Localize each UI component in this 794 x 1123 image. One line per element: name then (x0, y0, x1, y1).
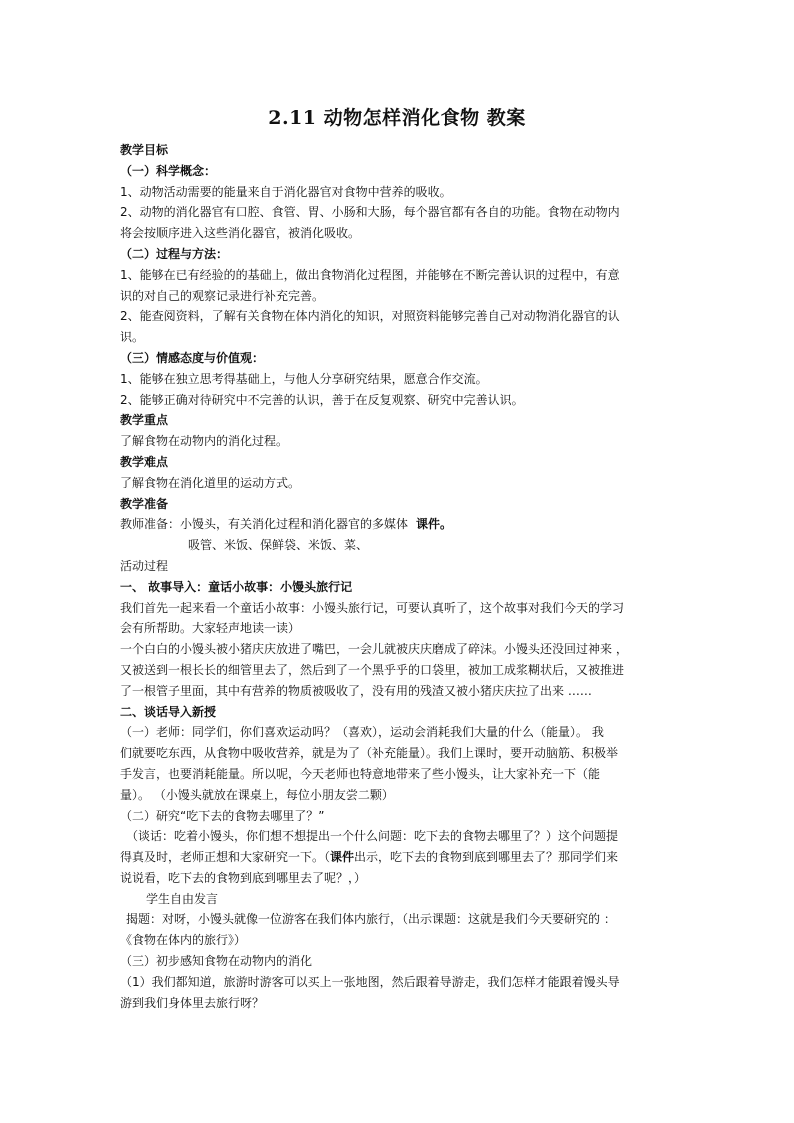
paragraph-line: 量）。 （小馒头就放在课桌上，每位小朋友尝二颗） (120, 787, 394, 802)
heading-new-lesson: 二、谈话导入新授 (120, 704, 217, 719)
subheading-science-concepts: （一）科学概念： (120, 163, 217, 178)
paragraph-line: 手发言，也要消耗能量。所以呢，今天老师也特意地带来了些小馒头，让大家补充一下（能 (120, 766, 601, 781)
paragraph-line: 又被送到一根长长的细管里去了，然后到了一个黑乎乎的口袋里，被加工成浆糊状后，又被推进 (120, 662, 625, 677)
paragraph-line: 说说看，吃下去的食物到底到哪里去了呢？，） (120, 870, 367, 885)
heading-key-points: 教学重点 (120, 413, 169, 428)
paragraph-line: 学生自由发言 (146, 891, 219, 906)
paragraph-line: 1、能够在独立思考得基础上，与他人分享研究结果，愿意合作交流。 (120, 371, 488, 386)
heading-teaching-goals: 教学目标 (120, 143, 169, 157)
paragraph-line: 会有所帮助。大家轻声地读一读） (120, 621, 301, 636)
paragraph-line: （谈话：吃着小馒头，你们想不想提出一个什么问题：吃下去的食物去哪里了？）这个问题提 (126, 829, 619, 844)
paragraph-line: （二）研究“吃下去的食物去哪里了？” (120, 808, 325, 823)
heading-story-intro: 一、 故事导入：童话小故事：小馒头旅行记 (120, 579, 353, 594)
heading-preparation: 教学准备 (120, 496, 169, 511)
paragraph-line: 识的对自己的观察记录进行补充完善。 (120, 288, 325, 303)
paragraph-text: 得真及时，老师正想和大家研究一下。（ (120, 850, 331, 865)
teacher-preparation-text: 教师准备：小馒头，有关消化过程和消化器官的多媒体 (120, 517, 409, 532)
paragraph-line: 2、能够正确对待研究中不完善的认识，善于在反复观察、研究中完善认识。 (120, 392, 524, 407)
paragraph-line (120, 847, 680, 868)
paragraph-line: （1）我们都知道，旅游时游客可以买上一张地图，然后跟着导游走，我们怎样才能跟着馒头导 (120, 974, 620, 989)
paragraph-line: （三）初步感知食物在动物内的消化 (120, 954, 313, 969)
paragraph-line: 们就要吃东西，从食物中吸收营养，就是为了（补充能量）。我们上课时，要开动脑筋、积极举 (120, 746, 619, 761)
paragraph-line: 了解食物在消化道里的运动方式。 (120, 475, 301, 490)
heading-difficulties: 教学难点 (120, 454, 169, 469)
paragraph-line: 将会按顺序进入这些消化器官，被消化吸收。 (120, 226, 361, 241)
courseware-keyword: 课件 (330, 850, 355, 865)
paragraph-line: 《食物在体内的旅行》） (120, 933, 247, 948)
paragraph-line: 揭题：对呀，小馒头就像一位游客在我们体内旅行，（出示课题：这就是我们今天要研究的 ： (126, 912, 616, 927)
paragraph-line: （一）老师：同学们，你们喜欢运动吗？（喜欢），运动会消耗我们大量的什么（能量）。 我 (120, 725, 604, 740)
paragraph-line: 活动过程 (120, 558, 169, 573)
subheading-attitudes-values: （三）情感态度与价值观： (120, 350, 265, 365)
document-body (120, 140, 680, 1013)
document-title: 2.11 动物怎样消化食物 教案 (268, 107, 526, 129)
paragraph-line: 识。 (120, 330, 145, 345)
paragraph-line: 了一根管子里面，其中有营养的物质被吸收了，没有用的残渣又被小猪庆庆拉了出来 …… (120, 683, 592, 698)
paragraph-line: 吸管、米饭、保鲜袋、米饭、菜、 (188, 538, 369, 553)
paragraph-line: 2、动物的消化器官有口腔、食管、胃、小肠和大肠，每个器官都有各自的功能。食物在动物内 (120, 205, 620, 220)
paragraph-text: 出示，吃下去的食物到底到哪里去了？那同学们来 (354, 850, 619, 865)
paragraph-line: 1、能够在已有经验的的基础上，做出食物消化过程图，并能够在不断完善认识的过程中，有意 (120, 267, 620, 282)
courseware-keyword: 课件。 (416, 517, 453, 532)
paragraph-line: 我们首先一起来看一个童话小故事：小馒头旅行记，可要认真听了，这个故事对我们今天的学习 (120, 600, 625, 615)
subheading-process-methods: （二）过程与方法： (120, 246, 229, 261)
paragraph-line: 了解食物在动物内的消化过程。 (120, 434, 289, 449)
paragraph-line: 一个白白的小馒头被小猪庆庆放进了嘴巴，一会儿就被庆庆磨成了碎沫。小馒头还没回过神来 ， (120, 642, 628, 657)
paragraph-line (120, 514, 680, 535)
paragraph-line: 2、能查阅资料，了解有关食物在体内消化的知识，对照资料能够完善自己对动物消化器官的认 (120, 309, 620, 324)
paragraph-line: 游到我们身体里去旅行呀？ (120, 995, 265, 1010)
paragraph-line: 1、动物活动需要的能量来自于消化器官对食物中营养的吸收。 (120, 184, 452, 199)
